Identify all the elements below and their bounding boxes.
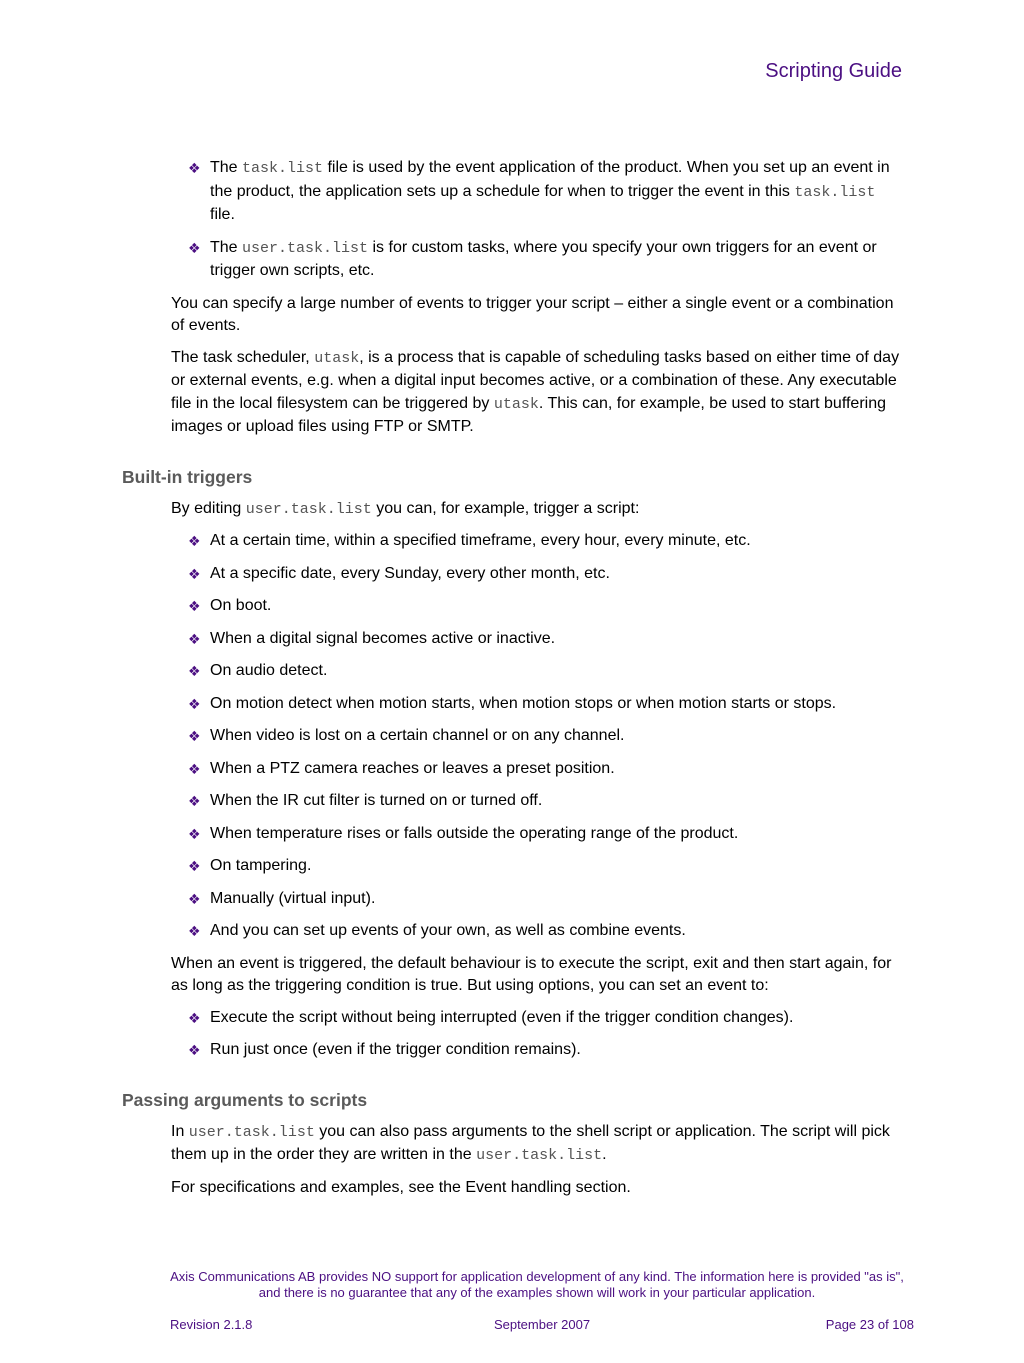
text-span: you can, for example, trigger a script: (371, 499, 640, 517)
passing-paragraph-2: For specifications and examples, see the Event handling section. (171, 1178, 631, 1196)
passing-paragraph-1 (171, 1121, 902, 1168)
text-span: When a digital signal becomes active or inactive. (210, 629, 556, 647)
four-diamond-bullet-icon: ❖ (188, 728, 201, 744)
text-span: In (171, 1122, 189, 1140)
four-diamond-bullet-icon: ❖ (188, 630, 201, 647)
four-diamond-bullet-icon: ❖ (188, 760, 201, 777)
four-diamond-bullet-icon: ❖ (188, 858, 201, 874)
trigger-behaviour-paragraph: When an event is triggered, the default behaviour is to execute the script, exit and then start again, for as long as the triggering condition is true. But using options, you can set an event to: (171, 954, 892, 994)
text-span: Execute the script without being interrupted (even if the trigger condition changes). (210, 1008, 794, 1026)
list-item (188, 888, 902, 911)
text-span: On audio detect. (210, 662, 328, 679)
code-span: user.task.list (188, 1123, 315, 1141)
list-item (188, 595, 902, 618)
built-in-lead-paragraph (171, 498, 902, 522)
four-diamond-bullet-icon: ❖ (188, 695, 201, 712)
text-span: On motion detect when motion starts, when motion stops or when motion starts or stops. (210, 694, 837, 712)
list-item (188, 660, 902, 683)
text-span: Manually (virtual input). (210, 889, 376, 907)
text-span: is for custom tasks, where you specify your own triggers for an event or trigger own scripts, etc. (210, 238, 877, 279)
four-diamond-bullet-icon: ❖ (188, 793, 201, 809)
four-diamond-bullet-icon: ❖ (188, 160, 201, 176)
list-item (188, 693, 902, 716)
text-span: . This can, for example, be used to start buffering images or upload files using FTP or SMTP. (171, 394, 886, 435)
list-item (188, 920, 902, 943)
list-item (188, 157, 902, 227)
text-span: you can also pass arguments to the shell script or application. The script will pick them up in the order they are written in the (171, 1122, 890, 1163)
footer-date: September 2007 (493, 1317, 591, 1332)
list-item (188, 1039, 902, 1062)
section-heading-passing-arguments: Passing arguments to scripts (122, 1089, 368, 1110)
list-item (188, 758, 902, 781)
text-span: file. (210, 206, 235, 223)
options-list (188, 1007, 902, 1062)
text-span: . (602, 1146, 607, 1163)
text-span: , is a process that is capable of scheduling tasks based on either time of day or external events, e.g. when a digital input becomes active, or a combination of these. Any executable file in the local filesystem can be triggered by (171, 348, 900, 412)
list-item (188, 237, 902, 283)
four-diamond-bullet-icon: ❖ (188, 825, 201, 842)
list-item (188, 823, 902, 846)
code-span: user.task.list (245, 500, 372, 518)
footer-revision: Revision 2.1.8 (170, 1317, 253, 1332)
text-span: When temperature rises or falls outside the operating range of the product. (210, 824, 739, 842)
text-span: When a PTZ camera reaches or leaves a preset position. (210, 759, 615, 777)
text-span: At a certain time, within a specified timeframe, every hour, every minute, etc. (210, 532, 751, 549)
code-span: utask (314, 349, 360, 367)
list-item (188, 790, 902, 813)
page-content (122, 157, 902, 1208)
code-span: task.list (242, 160, 324, 177)
intro-paragraph-2 (171, 347, 902, 439)
text-span: On boot. (210, 597, 272, 614)
list-item (188, 1007, 902, 1030)
four-diamond-bullet-icon: ❖ (188, 923, 201, 939)
text-span: And you can set up events of your own, as well as combine events. (210, 922, 686, 939)
text-span: The task scheduler, (171, 348, 315, 366)
text-span: Run just once (even if the trigger condition remains). (210, 1041, 581, 1058)
four-diamond-bullet-icon: ❖ (188, 533, 201, 549)
text-span: The (210, 238, 243, 256)
code-span: user.task.list (242, 239, 369, 257)
list-item (188, 628, 902, 651)
list-item (188, 563, 902, 586)
intro-bullet-list (188, 157, 902, 283)
four-diamond-bullet-icon: ❖ (188, 565, 201, 582)
list-item (188, 530, 902, 553)
code-span: user.task.list (476, 1147, 603, 1164)
trigger-list (188, 530, 902, 943)
list-item (188, 855, 902, 878)
four-diamond-bullet-icon: ❖ (188, 239, 201, 256)
list-item (188, 725, 902, 748)
footer-disclaimer: Axis Communications AB provides NO support for application development of any kind. The information here is provided "as is", and there is no guarantee that any of the examples shown will work in your particular application. (170, 1269, 904, 1300)
footer-page-number: Page 23 of 108 (825, 1317, 914, 1332)
four-diamond-bullet-icon: ❖ (188, 1042, 201, 1058)
four-diamond-bullet-icon: ❖ (188, 890, 201, 907)
page-header-title: Scripting Guide (765, 60, 902, 82)
text-span: By editing (171, 499, 246, 517)
code-span: task.list (794, 183, 876, 201)
intro-paragraph-1: You can specify a large number of events to trigger your script – either a single event or a combination of events. (171, 294, 894, 334)
text-span: file is used by the event application of the product. When you set up an event in the product, the application sets up a schedule for when to trigger the event in this (210, 159, 890, 200)
four-diamond-bullet-icon: ❖ (188, 1009, 201, 1026)
text-span: The (210, 159, 243, 176)
text-span: At a specific date, every Sunday, every other month, etc. (210, 564, 610, 582)
text-span: On tampering. (210, 857, 312, 874)
four-diamond-bullet-icon: ❖ (188, 663, 201, 679)
section-heading-built-in-triggers: Built-in triggers (122, 466, 253, 487)
text-span: When the IR cut filter is turned on or turned off. (210, 792, 543, 809)
code-span: utask (493, 395, 539, 413)
four-diamond-bullet-icon: ❖ (188, 598, 201, 614)
text-span: When video is lost on a certain channel or on any channel. (210, 727, 625, 744)
